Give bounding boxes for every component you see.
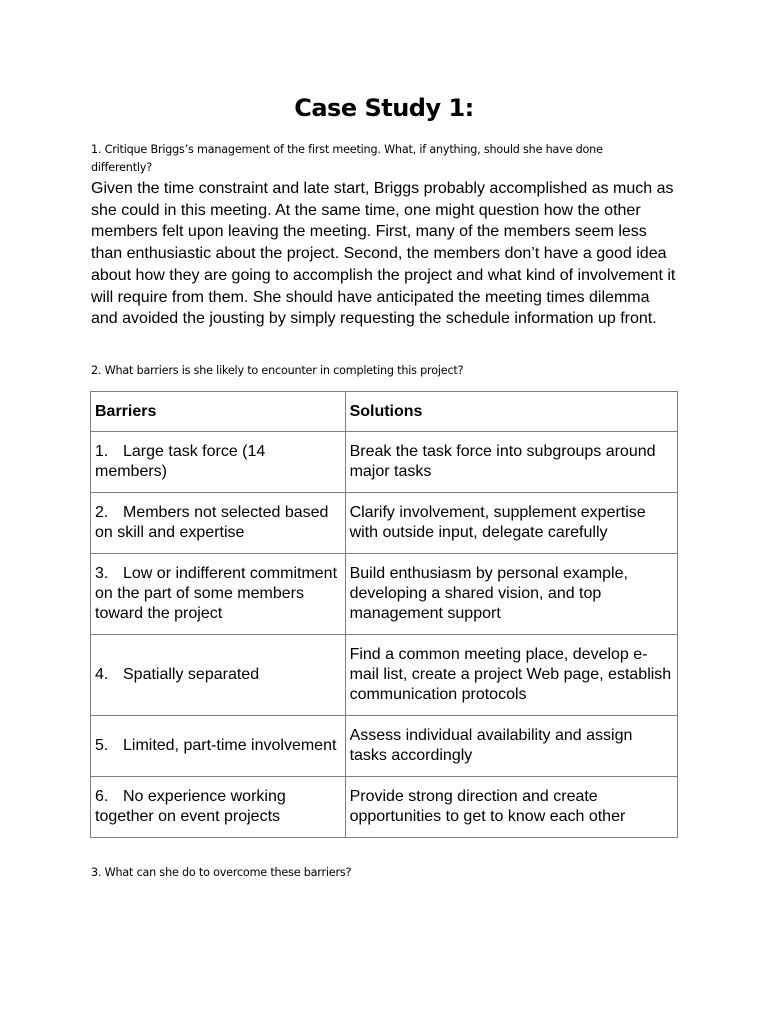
- header-barriers: Barriers: [91, 392, 346, 432]
- solution-cell: Break the task force into subgroups around major tasks: [345, 432, 677, 493]
- header-solutions: Solutions: [345, 392, 677, 432]
- row-number: 2.: [95, 504, 109, 521]
- row-number: 1.: [95, 443, 109, 460]
- question-1: 1. Critique Briggs’s management of the first meeting. What, if anything, should she have done differently?: [91, 143, 603, 174]
- table-row: [91, 493, 678, 554]
- row-number: 5.: [95, 737, 109, 754]
- table-row: [91, 432, 678, 493]
- barrier-text: No experience working together on event projects: [95, 788, 286, 825]
- table-header-row: [91, 392, 678, 432]
- barrier-text: Low or indifferent commitment on the part of some members toward the project: [95, 565, 338, 622]
- row-number: 4.: [95, 666, 109, 683]
- row-number: 3.: [95, 565, 109, 582]
- question-3: 3. What can she do to overcome these barriers?: [91, 866, 352, 879]
- barrier-cell: [91, 432, 346, 493]
- barriers-table: [90, 391, 678, 838]
- solution-cell: Build enthusiasm by personal example, developing a shared vision, and top management support: [345, 554, 677, 635]
- barrier-text: Spatially separated: [123, 666, 260, 683]
- barrier-cell: [91, 554, 346, 635]
- answer-1-paragraph: Given the time constraint and late start, Briggs probably accomplished as much as she could in this meeting. At the same time, one might question how the other members felt upon leaving the meeting. First, many of the members seem less than enthusiastic about the project. Second, the members don’t have a good idea about how they are going to accomplish the project and what kind of involvement it will require from them. She should have anticipated the meeting times dilemma and avoided the jousting by simply requesting the schedule information up front.: [91, 180, 676, 328]
- solution-cell: Assess individual availability and assign tasks accordingly: [345, 716, 677, 777]
- solution-cell: Clarify involvement, supplement expertise with outside input, delegate carefully: [345, 493, 677, 554]
- barrier-text: Large task force (14 members): [95, 443, 266, 480]
- table-row: [91, 716, 678, 777]
- table-row: [91, 635, 678, 716]
- solution-cell: Find a common meeting place, develop e-mail list, create a project Web page, establish communication protocols: [345, 635, 677, 716]
- table-row: [91, 554, 678, 635]
- barrier-cell: [91, 716, 346, 777]
- question-2: 2. What barriers is she likely to encounter in completing this project?: [91, 364, 464, 377]
- barrier-cell: [91, 635, 346, 716]
- barrier-cell: [91, 493, 346, 554]
- barrier-cell: [91, 777, 346, 838]
- table-row: [91, 777, 678, 838]
- solution-cell: Provide strong direction and create opportunities to get to know each other: [345, 777, 677, 838]
- row-number: 6.: [95, 788, 109, 805]
- barrier-text: Members not selected based on skill and expertise: [95, 504, 329, 541]
- page-title: Case Study 1:: [294, 94, 474, 122]
- barrier-text: Limited, part-time involvement: [123, 737, 337, 754]
